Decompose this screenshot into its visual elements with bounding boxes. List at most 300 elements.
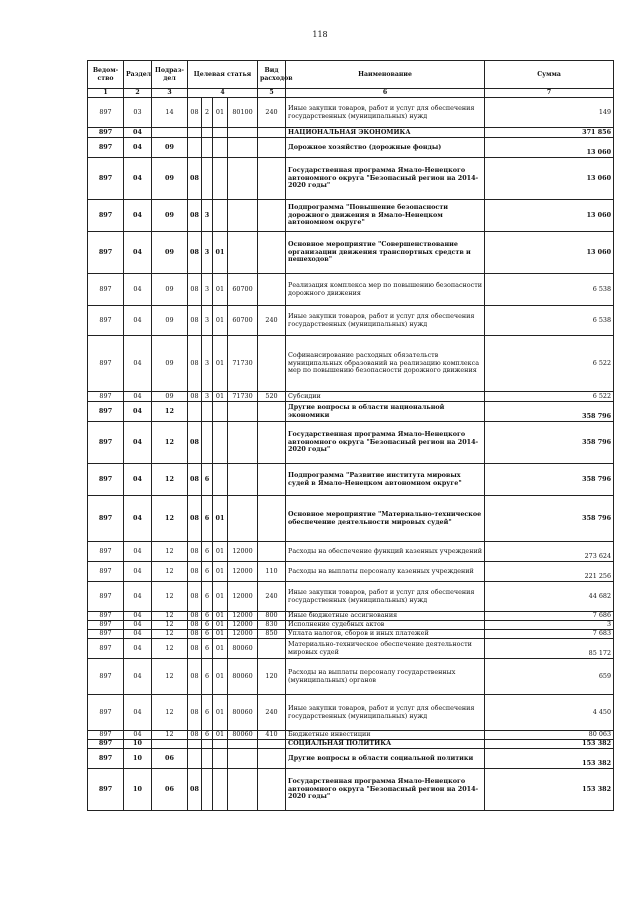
header-exp-type: Вид расходов [258,61,286,89]
cell-program: 08 [188,422,202,464]
cell-exp-type: 850 [258,630,286,639]
cell-subsection: 12 [152,659,188,695]
cell-program: 08 [188,496,202,542]
cell-direction: 80060 [228,731,258,740]
cell-subprogram [202,740,213,749]
cell-direction: 80100 [228,98,258,128]
cell-subprogram: 6 [202,562,213,582]
page-number: 118 [312,30,328,39]
cell-name: Расходы на обеспечение функций казенных учреждений [286,542,485,562]
cell-sum: 371 856 [485,128,614,138]
cell-program [188,749,202,769]
cell-exp-type [258,336,286,392]
cell-sum: 4 450 [485,695,614,731]
table-row [88,496,614,542]
cell-name: Реализация комплекса мер по повышению безопасности дорожного движения [286,274,485,306]
cell-subprogram [202,422,213,464]
cell-section: 04 [124,630,152,639]
table-row [88,582,614,612]
cell-subsection: 12 [152,630,188,639]
cell-measure [213,749,228,769]
cell-direction [228,769,258,811]
header-row [88,61,614,89]
cell-subsection: 09 [152,232,188,274]
cell-direction: 12000 [228,562,258,582]
cell-name: Расходы на выплаты персоналу государственных (муниципальных) органов [286,659,485,695]
cell-program: 08 [188,639,202,659]
table-row [88,731,614,740]
cell-direction: 12000 [228,630,258,639]
table-row [88,232,614,274]
cell-section: 04 [124,402,152,422]
cell-subprogram: 6 [202,731,213,740]
cell-section: 04 [124,695,152,731]
cell-measure: 01 [213,232,228,274]
cell-exp-type [258,740,286,749]
cell-sum: 7 686 [485,612,614,621]
cell-program: 08 [188,612,202,621]
header-sum: Сумма [485,61,614,89]
cell-subsection: 09 [152,392,188,402]
cell-measure [213,138,228,158]
cell-subprogram: 6 [202,496,213,542]
cell-program: 08 [188,98,202,128]
cell-dept: 897 [88,402,124,422]
cell-dept: 897 [88,630,124,639]
cell-exp-type [258,749,286,769]
cell-program [188,402,202,422]
cell-name: Иные закупки товаров, работ и услуг для обеспечения государственных (муниципальных) нужд [286,306,485,336]
cell-name: Основное мероприятие "Материально-техническое обеспечение деятельности мировых судей" [286,496,485,542]
cell-program: 08 [188,392,202,402]
table-row [88,659,614,695]
cell-subsection: 09 [152,306,188,336]
cell-section: 03 [124,98,152,128]
cell-subsection: 09 [152,138,188,158]
cell-section: 04 [124,542,152,562]
table-row [88,200,614,232]
col-number: 1 [88,89,124,98]
cell-exp-type [258,232,286,274]
cell-name: Расходы на выплаты персоналу казенных учреждений [286,562,485,582]
cell-name: Государственная программа Ямало-Ненецкого автономного округа "Безопасный регион на 2014-2020 годы" [286,422,485,464]
cell-subsection: 09 [152,274,188,306]
cell-exp-type [258,422,286,464]
table-row [88,392,614,402]
cell-measure: 01 [213,621,228,630]
cell-subprogram: 6 [202,621,213,630]
header-dept: Ведом-ство [88,61,124,89]
cell-dept: 897 [88,695,124,731]
cell-measure: 01 [213,562,228,582]
cell-direction [228,402,258,422]
cell-subsection: 14 [152,98,188,128]
cell-section: 04 [124,464,152,496]
cell-dept: 897 [88,769,124,811]
cell-direction [228,232,258,274]
cell-sum: 6 522 [485,336,614,392]
cell-dept: 897 [88,621,124,630]
cell-subsection: 09 [152,158,188,200]
cell-dept: 897 [88,274,124,306]
cell-exp-type: 830 [258,621,286,630]
cell-exp-type: 240 [258,582,286,612]
cell-sum: 153 382 [485,769,614,811]
cell-exp-type: 240 [258,98,286,128]
table-row [88,639,614,659]
cell-sum: 659 [485,659,614,695]
cell-section: 04 [124,659,152,695]
table-row [88,695,614,731]
cell-subprogram: 3 [202,200,213,232]
cell-program [188,740,202,749]
table-row [88,769,614,811]
cell-sum: 13 060 [485,158,614,200]
cell-measure [213,158,228,200]
cell-section: 04 [124,200,152,232]
cell-exp-type [258,639,286,659]
cell-section: 04 [124,582,152,612]
cell-section: 04 [124,158,152,200]
cell-sum: 7 683 [485,630,614,639]
cell-section: 04 [124,392,152,402]
cell-sum: 358 796 [485,422,614,464]
cell-direction [228,749,258,769]
cell-subsection: 12 [152,562,188,582]
cell-name: Уплата налогов, сборов и иных платежей [286,630,485,639]
cell-measure [213,128,228,138]
table-row [88,612,614,621]
cell-subprogram: 6 [202,612,213,621]
cell-direction: 80060 [228,659,258,695]
cell-measure: 01 [213,582,228,612]
cell-section: 04 [124,612,152,621]
cell-program: 08 [188,306,202,336]
cell-subsection: 12 [152,731,188,740]
cell-dept: 897 [88,392,124,402]
cell-subsection: 12 [152,422,188,464]
cell-name: Дорожное хозяйство (дорожные фонды) [286,138,485,158]
cell-dept: 897 [88,731,124,740]
cell-program: 08 [188,542,202,562]
cell-direction [228,128,258,138]
cell-program: 08 [188,769,202,811]
cell-direction: 80060 [228,695,258,731]
cell-name: Другие вопросы в области национальной экономики [286,402,485,422]
budget-table [87,60,614,811]
cell-program: 08 [188,621,202,630]
table-row [88,98,614,128]
cell-program: 08 [188,731,202,740]
cell-subsection [152,128,188,138]
cell-subprogram: 6 [202,659,213,695]
cell-name: Софинансирование расходных обязательств муниципальных образований на реализацию комплекса мер по повышению безопасности дорожного движения [286,336,485,392]
cell-subsection: 12 [152,582,188,612]
cell-direction [228,496,258,542]
cell-measure: 01 [213,336,228,392]
cell-direction [228,158,258,200]
cell-name: Иные бюджетные ассигнования [286,612,485,621]
cell-sum: 221 256 [485,562,614,582]
cell-dept: 897 [88,582,124,612]
cell-measure [213,200,228,232]
cell-dept: 897 [88,336,124,392]
cell-program: 08 [188,582,202,612]
cell-subprogram: 6 [202,542,213,562]
cell-measure [213,769,228,811]
cell-direction [228,200,258,232]
cell-exp-type [258,138,286,158]
cell-sum: 13 060 [485,200,614,232]
table-row [88,336,614,392]
cell-measure [213,422,228,464]
col-number: 4 [188,89,258,98]
cell-section: 10 [124,749,152,769]
cell-exp-type: 410 [258,731,286,740]
cell-section: 10 [124,769,152,811]
cell-sum: 149 [485,98,614,128]
cell-exp-type: 120 [258,659,286,695]
cell-program: 08 [188,274,202,306]
cell-program: 08 [188,630,202,639]
cell-name: Исполнение судебных актов [286,621,485,630]
cell-sum: 358 796 [485,464,614,496]
cell-name: Иные закупки товаров, работ и услуг для обеспечения государственных (муниципальных) нужд [286,582,485,612]
cell-measure: 01 [213,731,228,740]
cell-program: 08 [188,562,202,582]
cell-exp-type [258,158,286,200]
cell-dept: 897 [88,464,124,496]
cell-measure: 01 [213,274,228,306]
cell-subsection: 12 [152,542,188,562]
table-row [88,422,614,464]
table-row [88,630,614,639]
cell-sum: 153 382 [485,749,614,769]
cell-exp-type [258,542,286,562]
cell-subprogram: 6 [202,630,213,639]
cell-program: 08 [188,232,202,274]
cell-section: 10 [124,740,152,749]
cell-section: 04 [124,621,152,630]
cell-sum: 13 060 [485,138,614,158]
cell-exp-type: 240 [258,306,286,336]
cell-measure: 01 [213,612,228,621]
table-row [88,402,614,422]
cell-section: 04 [124,496,152,542]
cell-direction: 60700 [228,274,258,306]
cell-direction: 71730 [228,392,258,402]
cell-subprogram [202,749,213,769]
cell-section: 04 [124,336,152,392]
cell-dept: 897 [88,612,124,621]
cell-measure [213,402,228,422]
table-row [88,158,614,200]
cell-direction [228,422,258,464]
cell-subprogram [202,158,213,200]
cell-measure: 01 [213,98,228,128]
cell-exp-type [258,128,286,138]
cell-name: Иные закупки товаров, работ и услуг для обеспечения государственных (муниципальных) нужд [286,98,485,128]
cell-sum: 44 682 [485,582,614,612]
cell-subsection: 12 [152,639,188,659]
cell-subsection: 09 [152,336,188,392]
cell-direction: 12000 [228,612,258,621]
cell-exp-type [258,402,286,422]
cell-subprogram [202,138,213,158]
cell-program: 08 [188,464,202,496]
cell-subprogram: 6 [202,639,213,659]
cell-direction [228,740,258,749]
cell-subprogram: 3 [202,274,213,306]
cell-name: Субсидии [286,392,485,402]
cell-section: 04 [124,274,152,306]
cell-name: Подпрограмма "Развитие института мировых судей в Ямало-Ненецком автономном округе" [286,464,485,496]
cell-name: Другие вопросы в области социальной политики [286,749,485,769]
cell-exp-type [258,464,286,496]
cell-subsection: 06 [152,749,188,769]
cell-dept: 897 [88,542,124,562]
cell-direction [228,138,258,158]
cell-name: СОЦИАЛЬНАЯ ПОЛИТИКА [286,740,485,749]
table-row [88,542,614,562]
cell-subprogram [202,402,213,422]
cell-subsection: 12 [152,621,188,630]
cell-dept: 897 [88,659,124,695]
cell-direction: 80060 [228,639,258,659]
cell-measure: 01 [213,306,228,336]
cell-sum: 6 538 [485,306,614,336]
cell-measure: 01 [213,659,228,695]
cell-name: Материально-техническое обеспечение деятельности мировых судей [286,639,485,659]
cell-direction: 71730 [228,336,258,392]
cell-dept: 897 [88,740,124,749]
cell-dept: 897 [88,200,124,232]
cell-subprogram: 2 [202,98,213,128]
cell-subprogram: 6 [202,582,213,612]
table-row [88,128,614,138]
cell-dept: 897 [88,749,124,769]
table-row [88,274,614,306]
cell-dept: 897 [88,422,124,464]
cell-program [188,128,202,138]
cell-subprogram: 3 [202,232,213,274]
cell-subsection: 12 [152,464,188,496]
cell-subprogram: 3 [202,336,213,392]
table-row [88,306,614,336]
col-number: 3 [152,89,188,98]
cell-dept: 897 [88,232,124,274]
cell-sum: 358 796 [485,496,614,542]
cell-measure: 01 [213,695,228,731]
cell-name: Иные закупки товаров, работ и услуг для обеспечения государственных (муниципальных) нужд [286,695,485,731]
cell-exp-type [258,496,286,542]
cell-subsection: 06 [152,769,188,811]
column-number-row [88,89,614,98]
cell-direction: 12000 [228,582,258,612]
cell-measure: 01 [213,639,228,659]
cell-exp-type: 520 [258,392,286,402]
cell-subprogram: 6 [202,695,213,731]
cell-subsection: 12 [152,612,188,621]
cell-name: Государственная программа Ямало-Ненецкого автономного округа "Безопасный регион на 2014-2020 годы" [286,158,485,200]
cell-exp-type [258,200,286,232]
cell-program [188,138,202,158]
cell-exp-type: 800 [258,612,286,621]
cell-name: НАЦИОНАЛЬНАЯ ЭКОНОМИКА [286,128,485,138]
header-section: Раздел [124,61,152,89]
cell-exp-type [258,769,286,811]
table-row [88,621,614,630]
cell-subsection [152,740,188,749]
cell-measure: 01 [213,542,228,562]
cell-subsection: 12 [152,496,188,542]
table-row [88,749,614,769]
cell-measure: 01 [213,392,228,402]
cell-exp-type: 110 [258,562,286,582]
cell-program: 08 [188,200,202,232]
cell-subprogram: 3 [202,392,213,402]
cell-sum: 153 382 [485,740,614,749]
cell-subsection: 12 [152,695,188,731]
cell-exp-type: 240 [258,695,286,731]
cell-sum: 85 172 [485,639,614,659]
table-row [88,464,614,496]
cell-sum: 273 624 [485,542,614,562]
cell-section: 04 [124,232,152,274]
cell-name: Основное мероприятие "Совершенствование организации движения транспортных средств и пешеходов" [286,232,485,274]
cell-sum: 80 063 [485,731,614,740]
cell-dept: 897 [88,98,124,128]
cell-exp-type [258,274,286,306]
cell-subprogram: 6 [202,464,213,496]
table-row [88,138,614,158]
cell-sum: 6 538 [485,274,614,306]
cell-section: 04 [124,562,152,582]
col-number: 7 [485,89,614,98]
header-name: Наименование [286,61,485,89]
cell-section: 04 [124,306,152,336]
cell-subsection: 09 [152,200,188,232]
cell-program: 08 [188,659,202,695]
col-number: 6 [286,89,485,98]
cell-name: Государственная программа Ямало-Ненецкого автономного округа "Безопасный регион на 2014-2020 годы" [286,769,485,811]
cell-direction: 12000 [228,542,258,562]
cell-section: 04 [124,128,152,138]
cell-dept: 897 [88,639,124,659]
cell-direction: 12000 [228,621,258,630]
cell-dept: 897 [88,306,124,336]
cell-sum: 358 796 [485,402,614,422]
cell-program: 08 [188,158,202,200]
cell-section: 04 [124,422,152,464]
cell-direction [228,464,258,496]
cell-subprogram [202,769,213,811]
cell-dept: 897 [88,138,124,158]
cell-subsection: 12 [152,402,188,422]
cell-subprogram [202,128,213,138]
cell-subprogram: 3 [202,306,213,336]
cell-dept: 897 [88,158,124,200]
col-number: 5 [258,89,286,98]
cell-name: Бюджетные инвестиции [286,731,485,740]
header-target: Целевая статья [188,61,258,89]
cell-program: 08 [188,695,202,731]
cell-section: 04 [124,138,152,158]
cell-dept: 897 [88,496,124,542]
cell-measure: 01 [213,630,228,639]
header-subsection: Подраз-дел [152,61,188,89]
cell-direction: 60700 [228,306,258,336]
